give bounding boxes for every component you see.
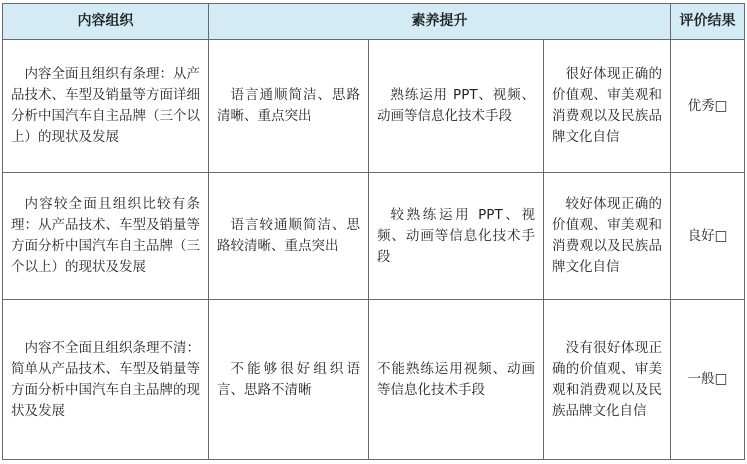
content-org-cell: 内容不全面且组织条理不清：简单从产品技术、车型及销量等方面分析中国汽车自主品牌的现状及发展 [3, 300, 209, 460]
table-row [3, 40, 745, 173]
language-cell: 语言较通顺简洁、思路较清晰、重点突出 [209, 173, 369, 300]
grade-cell: 优秀□ [671, 40, 745, 173]
header-row [3, 4, 745, 40]
table-row [3, 300, 745, 460]
values-cell: 没有很好体现正确的价值观、审美观和消费观以及民族品牌文化自信 [544, 300, 671, 460]
table-row [3, 173, 745, 300]
header-content-org: 内容组织 [3, 4, 209, 40]
skills-cell: 不能熟练运用视频、动画等信息化技术手段 [369, 300, 544, 460]
grade-cell: 一般□ [671, 300, 745, 460]
content-org-cell: 内容全面且组织有条理：从产品技术、车型及销量等方面详细分析中国汽车自主品牌（三个以上）的现状及发展 [3, 40, 209, 173]
content-org-cell: 内容较全面且组织比较有条理：从产品技术、车型及销量等方面分析中国汽车自主品牌（三个以上）的现状及发展 [3, 173, 209, 300]
skills-cell: 熟练运用 PPT、视频、动画等信息化技术手段 [369, 40, 544, 173]
grade-cell: 良好□ [671, 173, 745, 300]
values-cell: 很好体现正确的价值观、审美观和消费观以及民族品牌文化自信 [544, 40, 671, 173]
header-literacy: 素养提升 [209, 4, 671, 40]
evaluation-rubric-table [2, 3, 745, 460]
language-cell: 语言通顺简洁、思路清晰、重点突出 [209, 40, 369, 173]
skills-cell: 较熟练运用 PPT、视频、动画等信息化技术手段 [369, 173, 544, 300]
language-cell: 不能够很好组织语言、思路不清晰 [209, 300, 369, 460]
values-cell: 较好体现正确的价值观、审美观和消费观以及民族品牌文化自信 [544, 173, 671, 300]
header-evaluation: 评价结果 [671, 4, 745, 40]
